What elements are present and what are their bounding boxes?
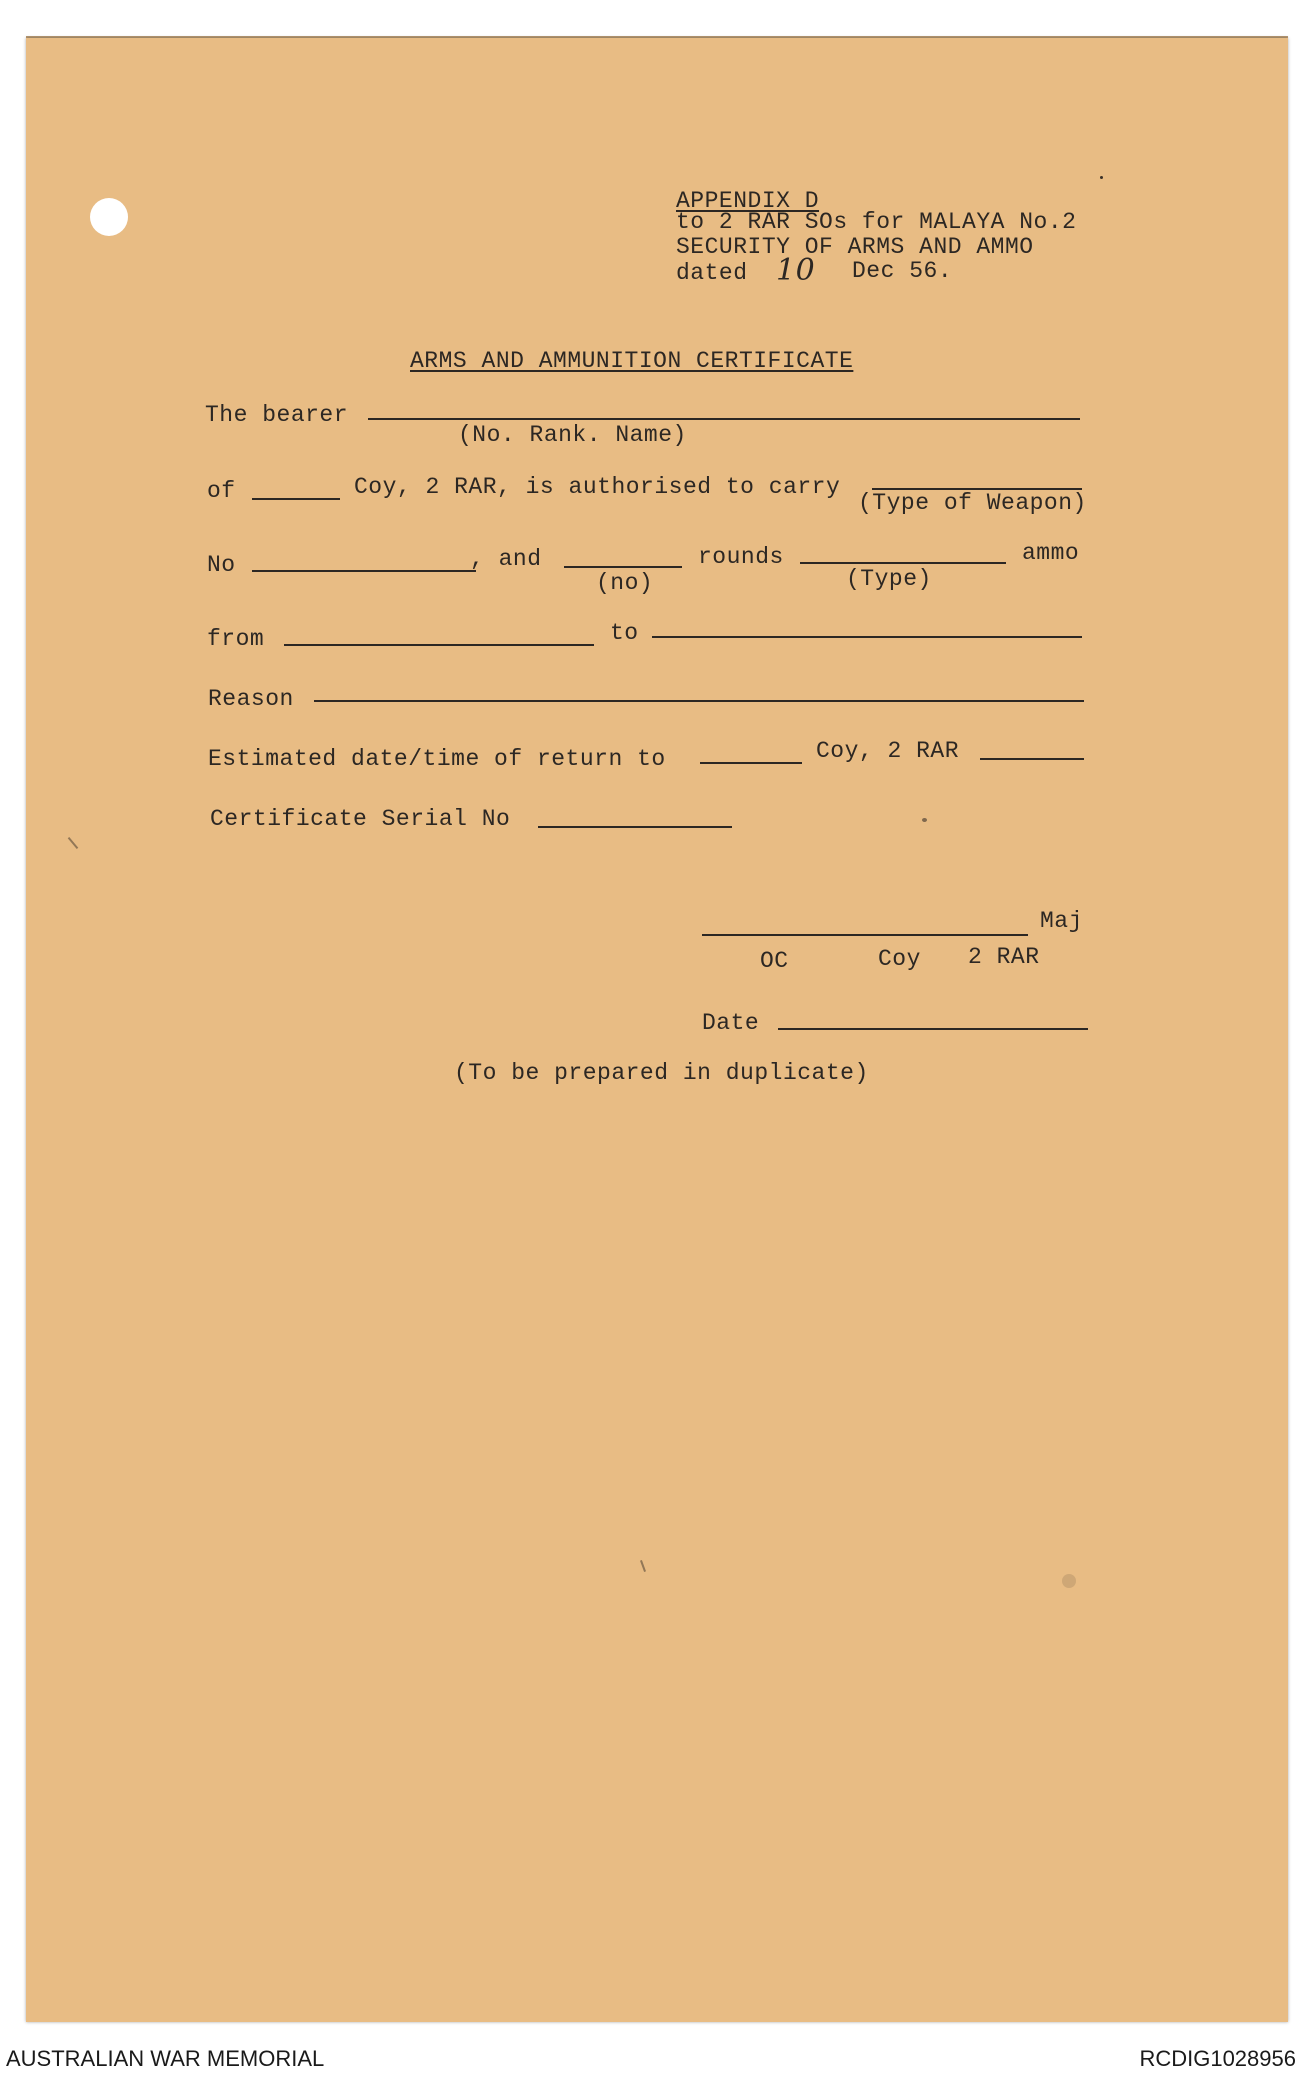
- bearer-hint: (No. Rank. Name): [458, 422, 687, 448]
- coy-field-line[interactable]: [252, 498, 340, 500]
- return-time-field-line[interactable]: [980, 758, 1084, 760]
- of-label: of: [207, 478, 236, 504]
- appendix-line-2: SECURITY OF ARMS AND AMMO: [676, 234, 1034, 260]
- serial-label: Certificate Serial No: [210, 806, 511, 832]
- bearer-label: The bearer: [205, 402, 349, 428]
- date-field-line[interactable]: [778, 1028, 1088, 1030]
- paper-speck: [1062, 1574, 1076, 1588]
- reason-field-line[interactable]: [314, 700, 1084, 702]
- document-page: [26, 38, 1288, 2022]
- signature-coy: Coy: [878, 946, 921, 972]
- return-coy-field-line[interactable]: [700, 762, 802, 764]
- weapon-hint: (Type of Weapon): [858, 490, 1087, 516]
- ammo-label: ammo: [1022, 540, 1080, 566]
- to-label: to: [610, 620, 639, 646]
- signature-oc: OC: [760, 948, 789, 974]
- no-hint: (no): [596, 570, 654, 596]
- appendix-title: APPENDIX D: [676, 188, 820, 214]
- appendix-line-1: to 2 RAR SOs for MALAYA No.2: [676, 209, 1077, 235]
- duplicate-note: (To be prepared in duplicate): [454, 1060, 869, 1086]
- reason-label: Reason: [208, 686, 294, 712]
- footer-archive-name: AUSTRALIAN WAR MEMORIAL: [6, 2046, 325, 2071]
- rounds-label: rounds: [698, 544, 784, 570]
- from-label: from: [207, 626, 265, 652]
- signature-line[interactable]: [702, 934, 1028, 936]
- ammo-type-field-line[interactable]: [800, 562, 1006, 564]
- paper-speck: [1100, 176, 1103, 179]
- serial-field-line[interactable]: [538, 826, 732, 828]
- paper-speck: [922, 818, 927, 822]
- footer-record-id: RCDIG1028956: [1139, 2046, 1296, 2071]
- to-field-line[interactable]: [652, 636, 1082, 638]
- appendix-dated-day: 10: [776, 253, 816, 288]
- from-field-line[interactable]: [284, 644, 594, 646]
- signature-rank: Maj: [1040, 908, 1083, 934]
- and-text: , and: [470, 546, 542, 572]
- no-label: No: [207, 552, 236, 578]
- bearer-field-line[interactable]: [368, 418, 1080, 420]
- certificate-title: ARMS AND AMMUNITION CERTIFICATE: [410, 348, 854, 374]
- punch-hole: [90, 198, 128, 236]
- weapon-number-field-line[interactable]: [252, 570, 476, 572]
- return-label: Estimated date/time of return to: [208, 746, 666, 772]
- rounds-count-field-line[interactable]: [564, 566, 682, 568]
- appendix-dated-rest: Dec 56.: [852, 258, 953, 284]
- authorised-text: Coy, 2 RAR, is authorised to carry: [354, 474, 841, 500]
- return-coy-text: Coy, 2 RAR: [816, 738, 960, 764]
- appendix-dated-label: dated: [676, 260, 748, 286]
- type-hint: (Type): [846, 566, 932, 592]
- signature-unit: 2 RAR: [968, 944, 1040, 970]
- date-label: Date: [702, 1010, 760, 1036]
